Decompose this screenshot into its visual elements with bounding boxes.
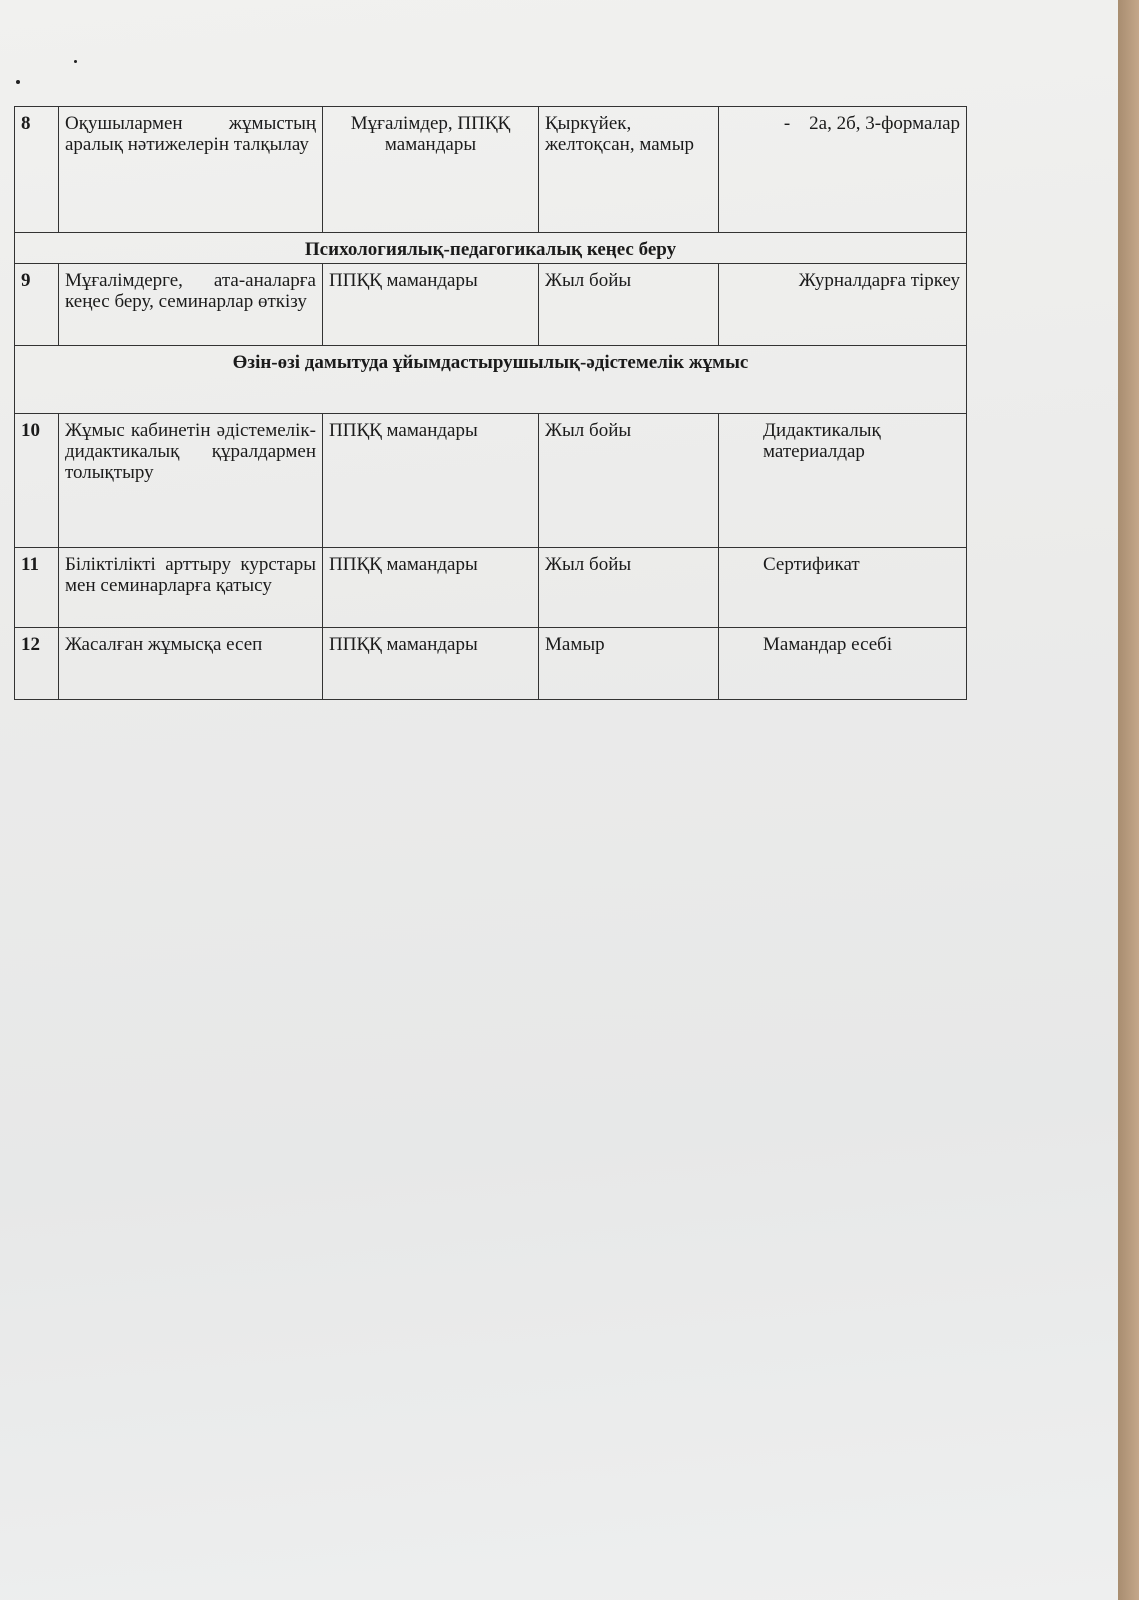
- table-row: [15, 628, 967, 700]
- time-cell: Қыркүйек, желтоқсан, мамыр: [539, 107, 719, 233]
- section-row: [15, 233, 967, 264]
- responsible-cell: ППҚҚ мамандары: [323, 414, 539, 548]
- row-number: 11: [15, 548, 59, 628]
- responsible-cell: ППҚҚ мамандары: [323, 548, 539, 628]
- table-row: [15, 264, 967, 346]
- result-cell: - 2а, 2б, 3-формалар: [719, 107, 967, 233]
- responsible-cell: ППҚҚ мамандары: [323, 628, 539, 700]
- row-number: 9: [15, 264, 59, 346]
- responsible-cell: ППҚҚ мамандары: [323, 264, 539, 346]
- activity-cell: Біліктілікті арттыру курстары мен семинарларға қатысу: [59, 548, 323, 628]
- section-title: Өзін-өзі дамытуда ұйымдастырушылық-әдістемелік жұмыс: [15, 346, 967, 414]
- result-cell: Журналдарға тіркеу: [719, 264, 967, 346]
- time-cell: Жыл бойы: [539, 414, 719, 548]
- activity-cell: Жұмыс кабинетін әдістемелік-дидактикалық құралдармен толықтыру: [59, 414, 323, 548]
- row-number: 10: [15, 414, 59, 548]
- time-cell: Мамыр: [539, 628, 719, 700]
- time-cell: Жыл бойы: [539, 264, 719, 346]
- result-cell: Сертификат: [719, 548, 967, 628]
- time-cell: Жыл бойы: [539, 548, 719, 628]
- row-number: 8: [15, 107, 59, 233]
- row-number: 12: [15, 628, 59, 700]
- table-row: [15, 548, 967, 628]
- work-plan-table: [14, 106, 967, 700]
- activity-cell: Мұғалімдерге, ата-аналарға кеңес беру, семинарлар өткізу: [59, 264, 323, 346]
- desk-surface: [1118, 0, 1139, 1600]
- section-title: Психологиялық-педагогикалық кеңес беру: [15, 233, 967, 264]
- ink-dot: [16, 80, 20, 84]
- activity-cell: Оқушылармен жұмыстың аралық нәтижелерін талқылау: [59, 107, 323, 233]
- ink-dot: [74, 60, 77, 63]
- responsible-cell: Мұғалімдер, ППҚҚ мамандары: [323, 107, 539, 233]
- result-cell: Мамандар есебі: [719, 628, 967, 700]
- table-row: [15, 107, 967, 233]
- section-row: [15, 346, 967, 414]
- activity-cell: Жасалған жұмысқа есеп: [59, 628, 323, 700]
- table-row: [15, 414, 967, 548]
- result-cell: Дидактикалық материалдар: [719, 414, 967, 548]
